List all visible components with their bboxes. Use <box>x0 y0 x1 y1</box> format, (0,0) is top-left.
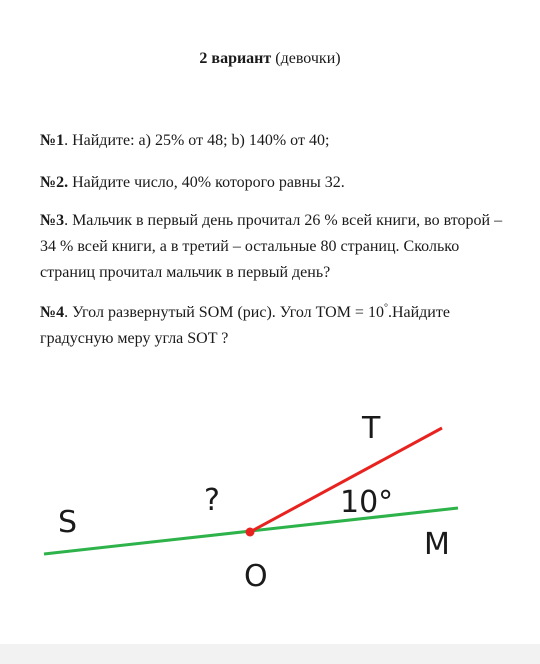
angle-diagram <box>0 390 540 640</box>
task-4-number: №4 <box>40 304 65 321</box>
label-m: M <box>424 527 450 562</box>
variant-subtitle: (девочки) <box>271 50 341 67</box>
label-s: S <box>58 505 78 540</box>
variant-label: 2 вариант <box>199 50 272 67</box>
label-angle: 10° <box>340 485 394 520</box>
label-o: O <box>244 559 268 594</box>
task-4-text-b: .Найдите градусную меру угла SOT ? <box>40 304 450 347</box>
task-3-number: №3 <box>40 212 65 229</box>
task-3 <box>40 208 510 286</box>
task-1 <box>40 128 510 154</box>
angle-figure <box>0 390 540 640</box>
task-4-text-a: . Угол развернутый SOM (рис). Угол TOM = 10 <box>64 304 384 321</box>
point-o <box>246 528 255 537</box>
task-4 <box>40 300 510 352</box>
label-t: T <box>362 411 381 446</box>
degree-sign: ° <box>383 302 388 314</box>
task-1-number: №1 <box>40 132 65 149</box>
label-question: ? <box>204 483 220 518</box>
task-1-text: . Найдите: а) 25% от 48; b) 140% от 40; <box>64 132 330 149</box>
page-title <box>0 50 540 68</box>
task-3-text: . Мальчик в первый день прочитал 26 % всей книги, во второй – 34 % всей книги, а в третий – остальные 80 страниц. Сколько страниц прочитал мальчик в первый день? <box>40 212 503 281</box>
task-2-number: №2. <box>40 174 69 191</box>
task-2-text: Найдите число, 40% которого равны 32. <box>68 174 345 191</box>
task-2 <box>40 170 510 196</box>
bottom-bar <box>0 644 540 664</box>
